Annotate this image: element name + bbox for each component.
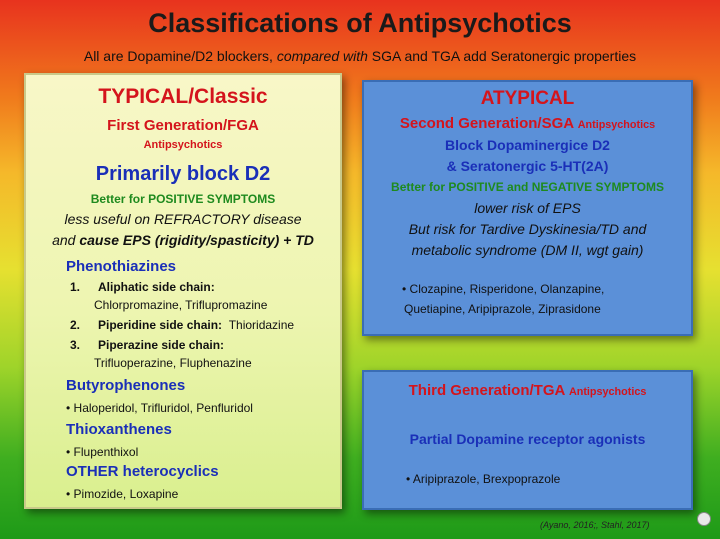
atypical-heading: ATYPICAL — [480, 88, 575, 109]
third-drugs: • Aripiprazole, Brexpoprazole — [406, 472, 561, 486]
atypical-generation-text: Second Generation/SGA — [399, 115, 574, 132]
atypical-panel — [362, 80, 693, 336]
item-3-drugs: Trifluoperazine, Fluphenazine — [94, 356, 252, 370]
atypical-drugs1-text: Clozapine, Risperidone, Olanzapine, — [409, 282, 605, 296]
atypical-drugs2: Quetiapine, Aripiprazole, Ziprasidone — [404, 302, 601, 316]
typical-less: less useful on REFRACTORY disease — [64, 211, 302, 227]
atypical-better: Better for POSITIVE and NEGATIVE SYMPTOMS — [391, 180, 664, 194]
atypical-lower: lower risk of EPS — [474, 200, 581, 216]
other-drugs-text: Pimozide, Loxapine — [73, 487, 179, 501]
other-drugs: • Pimozide, Loxapine — [66, 487, 179, 501]
typical-cause-bold: cause EPS (rigidity/spasticity) + TD — [79, 232, 314, 248]
item-1-num: 1. — [70, 280, 81, 294]
third-gen-panel — [362, 370, 693, 510]
butyrophenones-drugs-text: Haloperidol, Trifluridol, Penfluridol — [73, 401, 253, 415]
typical-primary: Primarily block D2 — [95, 163, 271, 185]
subtitle-part2: compared with — [276, 48, 368, 64]
subtitle-part3: SGA and TGA add Seratonergic properties — [367, 48, 637, 64]
third-generation — [364, 382, 691, 399]
item-1-drugs: Chlorpromazine, Triflupromazine — [94, 298, 268, 312]
item-2-drugs: Thioridazine — [228, 318, 295, 332]
typical-generation: First Generation/FGA — [107, 117, 259, 134]
item-1-label: Aliphatic side chain: — [98, 280, 215, 294]
atypical-block1: Block Dopaminergice D2 — [445, 137, 610, 153]
other-heading: OTHER heterocyclics — [66, 463, 219, 480]
atypical-drugs1: • Clozapine, Risperidone, Olanzapine, — [402, 282, 605, 296]
page-title: Classifications of Antipsychotics — [148, 8, 572, 38]
atypical-risk2: metabolic syndrome (DM II, wgt gain) — [411, 242, 644, 258]
citation-footer: (Ayano, 2016;, Stahl, 2017) — [540, 520, 650, 530]
item-2-line — [98, 318, 294, 332]
atypical-generation-sub: Antipsychotics — [577, 119, 656, 131]
butyrophenones-heading: Butyrophenones — [66, 377, 186, 394]
typical-cause — [26, 232, 340, 248]
typical-panel — [24, 73, 342, 509]
typical-cause-pre: and — [52, 232, 80, 248]
phenothiazines-heading: Phenothiazines — [66, 258, 177, 275]
item-2-label: Piperidine side chain: — [98, 318, 223, 332]
atypical-risk1: But risk for Tardive Dyskinesia/TD and — [408, 221, 647, 237]
atypical-block2: & Seratonergic 5-HT(2A) — [446, 158, 609, 174]
third-partial: Partial Dopamine receptor agonists — [409, 431, 646, 447]
thioxanthenes-drugs-text: Flupenthixol — [73, 445, 139, 459]
typical-generation-sub: Antipsychotics — [143, 139, 223, 151]
typical-better: Better for POSITIVE SYMPTOMS — [90, 192, 276, 206]
third-generation-text: Third Generation/TGA — [408, 382, 565, 399]
item-3-num: 3. — [70, 338, 81, 352]
item-2-num: 2. — [70, 318, 81, 332]
thioxanthenes-heading: Thioxanthenes — [66, 421, 172, 438]
page-subtitle — [0, 48, 720, 64]
butyrophenones-drugs: • Haloperidol, Trifluridol, Penfluridol — [66, 401, 253, 415]
thioxanthenes-drugs: • Flupenthixol — [66, 445, 139, 459]
third-generation-sub: Antipsychotics — [568, 386, 647, 398]
item-3-label: Piperazine side chain: — [98, 338, 225, 352]
atypical-generation — [364, 115, 691, 132]
subtitle-part1: All are Dopamine/D2 blockers, — [83, 48, 277, 64]
cursor-icon — [697, 512, 711, 526]
typical-heading: TYPICAL/Classic — [98, 85, 268, 108]
third-drugs-text: Aripiprazole, Brexpoprazole — [412, 472, 561, 486]
